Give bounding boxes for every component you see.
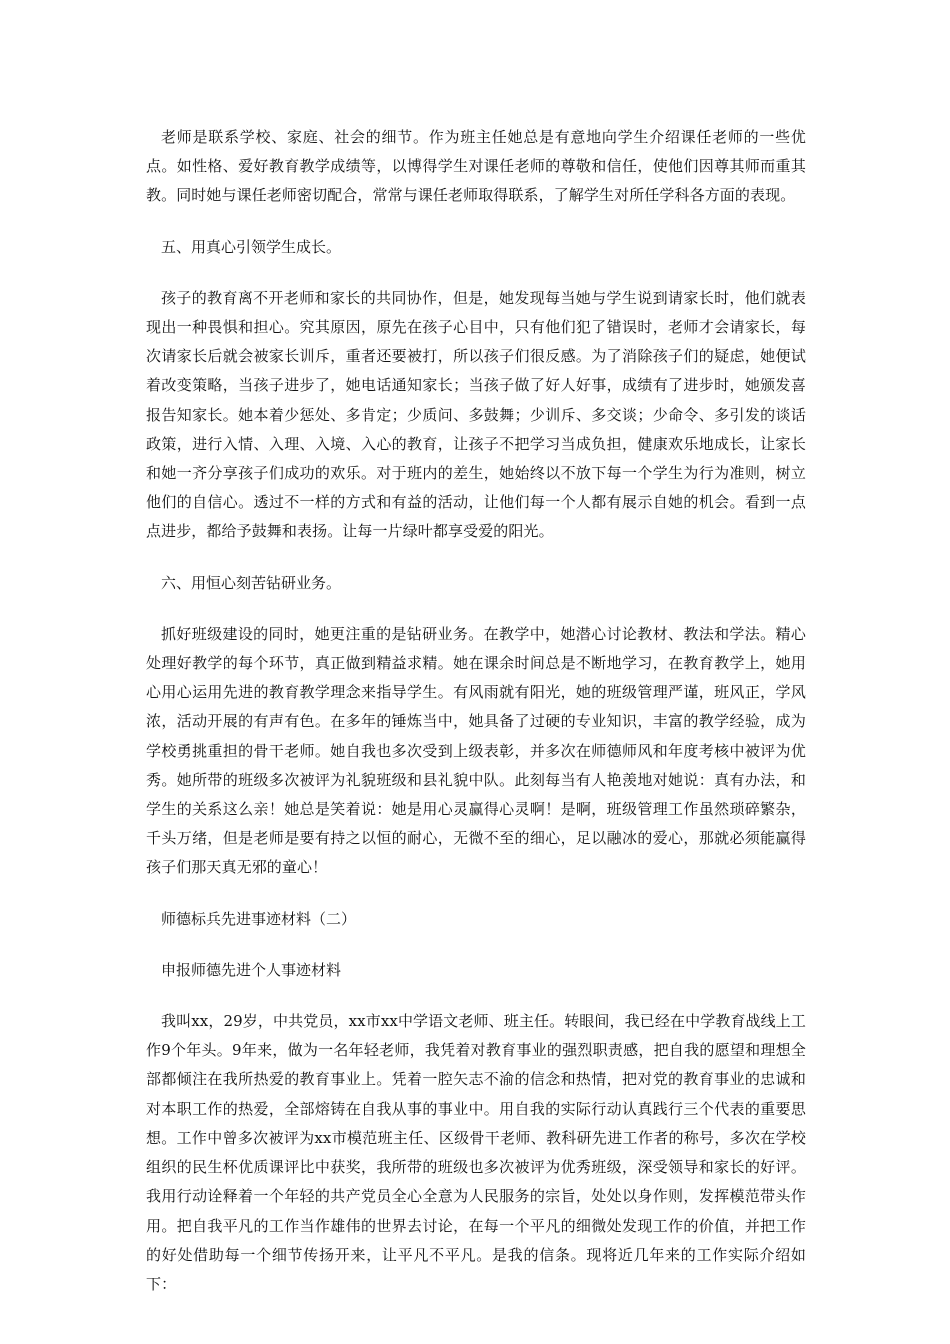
apply-title: 申报师德先进个人事迹材料 <box>161 960 342 979</box>
material-title-two: 师德标兵先进事迹材料（二） <box>161 909 357 928</box>
paragraph-five: 孩子的教育离不开老师和家长的共同协作，但是，她发现每当她与学生说到请家长时，他们就表现出一种畏惧和担心。究其原因，原先在孩子心目中，只有他们犯了错误时，老师才会请家长，每次请家长后就会被家长训斥，重者还要被打，所以孩子们很反感。为了消除孩子们的疑虑，她便试着改变策略，当孩子进步了，她电话通知家长；当孩子做了好人好事，成绩有了进步时，她颁发喜报告知家长。她本着少惩处、多肯定；少质问、多鼓舞；少训斥、多交谈；少命令、多引发的谈话政策，进行入情、入理、入境、入心的教育，让孩子不把学习当成负担，健康欢乐地成长，让家长和她一齐分享孩子们成功的欢乐。对于班内的差生，她始终以不放下每一个学生为行为准则，树立他们的自信心。透过不一样的方式和有益的活动，让他们每一个人都有展示自她的机会。看到一点点进步，都给予鼓舞和表扬。让每一片绿叶都享受爱的阳光。 <box>146 288 806 541</box>
paragraph-teacher-bridge: 老师是联系学校、家庭、社会的细节。作为班主任她总是有意地向学生介绍课任老师的一些优点。如性格、爱好教育教学成绩等，以博得学生对课任老师的尊敬和信任，使他们因尊其师而重其教。同时她与课任老师密切配合，常常与课任老师取得联系，了解学生对所任学科各方面的表现。 <box>146 128 806 205</box>
document-page <box>146 123 806 1299</box>
section-heading-six: 六、用恒心刻苦钻研业务。 <box>161 573 342 592</box>
paragraph-intro: 我叫xx，29岁，中共党员，xx市xx中学语文老师、班主任。转眼间，我已经在中学教育战线上工作9个年头。9年来，做为一名年轻老师，我凭着对教育事业的强烈职责感，把自我的愿望和理想全部都倾注在我所热爱的教育事业上。凭着一腔矢志不渝的信念和热情，把对党的教育事业的忠诚和对本职工作的热爱，全部熔铸在自我从事的事业中。用自我的实际行动认真践行三个代表的重要思想。工作中曾多次被评为xx市模范班主任、区级骨干老师、教科研先进工作者的称号，多次在学校组织的民生杯优质课评比中获奖，我所带的班级也多次被评为优秀班级，深受领导和家长的好评。我用行动诠释着一个年轻的共产党员全心全意为人民服务的宗旨，处处以身作则，发挥模范带头作用。把自我平凡的工作当作雄伟的世界去讨论，在每一个平凡的细微处发现工作的价值，并把工作的好处借助每一个细节传扬开来，让平凡不平凡。是我的信条。现将近几年来的工作实际介绍如下： <box>146 1012 806 1293</box>
section-heading-five: 五、用真心引领学生成长。 <box>161 237 342 256</box>
paragraph-six: 抓好班级建设的同时，她更注重的是钻研业务。在教学中，她潜心讨论教材、教法和学法。精心处理好教学的每个环节，真正做到精益求精。她在课余时间总是不断地学习，在教育教学上，她用心用心运用先进的教育教学理念来指导学生。有风雨就有阳光，她的班级管理严谨，班风正，学风浓，活动开展的有声有色。在多年的锤炼当中，她具备了过硬的专业知识，丰富的教学经验，成为学校勇挑重担的骨干老师。她自我也多次受到上级表彰，并多次在师德师风和年度考核中被评为优秀。她所带的班级多次被评为礼貌班级和县礼貌中队。此刻每当有人艳羡地对她说：真有办法，和学生的关系这么亲！她总是笑着说：她是用心灵赢得心灵啊！是啊，班级管理工作虽然琐碎繁杂，千头万绪，但是老师是要有持之以恒的耐心，无微不至的细心，足以融冰的爱心，那就必须能赢得孩子们那天真无邪的童心！ <box>146 624 806 877</box>
